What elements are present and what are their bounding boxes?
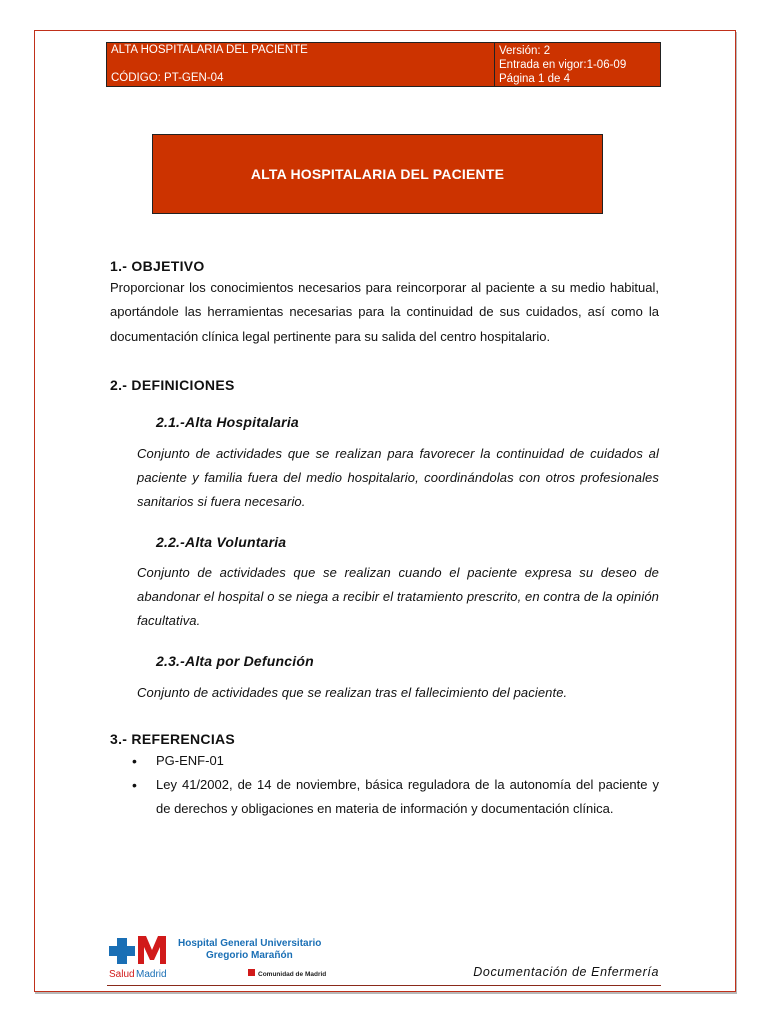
header-version: Versión: 2 [499, 45, 551, 57]
svg-text:Comunidad de Madrid: Comunidad de Madrid [258, 971, 327, 978]
svg-text:Hospital General Universitario: Hospital General Universitario [178, 938, 322, 949]
header-left-cell [107, 43, 495, 86]
subheading-alta-defuncion: 2.3.-Alta por Defunción [156, 652, 314, 669]
subheading-alta-voluntaria: 2.2.-Alta Voluntaria [156, 533, 287, 550]
document-body [110, 258, 659, 822]
alta-hospitalaria-text: Conjunto de actividades que se realizan para favorecer la continuidad de cuidados al paciente y familia fuera del medio hospitalario, coordinándolas con otros profesionales sanitarios si fuera necesario. [137, 445, 659, 509]
header-effective-date: Entrada en vigor:1-06-09 [499, 59, 627, 71]
header-doc-title: ALTA HOSPITALARIA DEL PACIENTE [111, 44, 308, 56]
document-title-box [152, 134, 603, 214]
svg-text:Gregorio Marañón: Gregorio Marañón [206, 950, 293, 961]
references-list [110, 749, 659, 822]
section-heading-objetivo: 1.- OBJETIVO [110, 258, 205, 274]
hospital-logo [108, 932, 338, 980]
list-item: • PG-ENF-01 [156, 749, 659, 773]
document-header-table [106, 42, 661, 87]
alta-defuncion-text: Conjunto de actividades que se realizan tras el fallecimiento del paciente. [137, 684, 568, 700]
section-heading-definiciones: 2.- DEFINICIONES [110, 376, 235, 393]
objetivo-text: Proporcionar los conocimientos necesarios para reincorporar al paciente a su medio habitual, aportándole las herramientas necesarias para la continuidad de sus cuidados, así como la documentación clínica legal pertinente para su salida del centro hospitalario. [110, 280, 659, 344]
subheading-alta-hospitalaria: 2.1.-Alta Hospitalaria [156, 413, 299, 430]
alta-voluntaria-text: Conjunto de actividades que se realizan cuando el paciente expresa su deseo de abandonar el hospital o se niega a recibir el tratamiento prescrito, en contra de la opinión facultativa. [137, 564, 659, 628]
header-right-cell [495, 43, 660, 86]
header-code: CÓDIGO: PT-GEN-04 [111, 72, 224, 84]
header-page-number: Página 1 de 4 [499, 73, 570, 85]
svg-text:Madrid: Madrid [136, 969, 167, 980]
list-item: • Ley 41/2002, de 14 de noviembre, básica reguladora de la autonomía del paciente y de derechos y obligaciones en materia de información y documentación clínica. [156, 773, 659, 822]
footer-label: Documentación de Enfermería [473, 965, 659, 979]
document-title: ALTA HOSPITALARIA DEL PACIENTE [250, 166, 505, 182]
footer-divider [107, 985, 661, 986]
svg-text:Salud: Salud [109, 969, 135, 980]
salud-madrid-logo-icon [108, 932, 338, 980]
section-heading-referencias: 3.- REFERENCIAS [110, 730, 236, 747]
